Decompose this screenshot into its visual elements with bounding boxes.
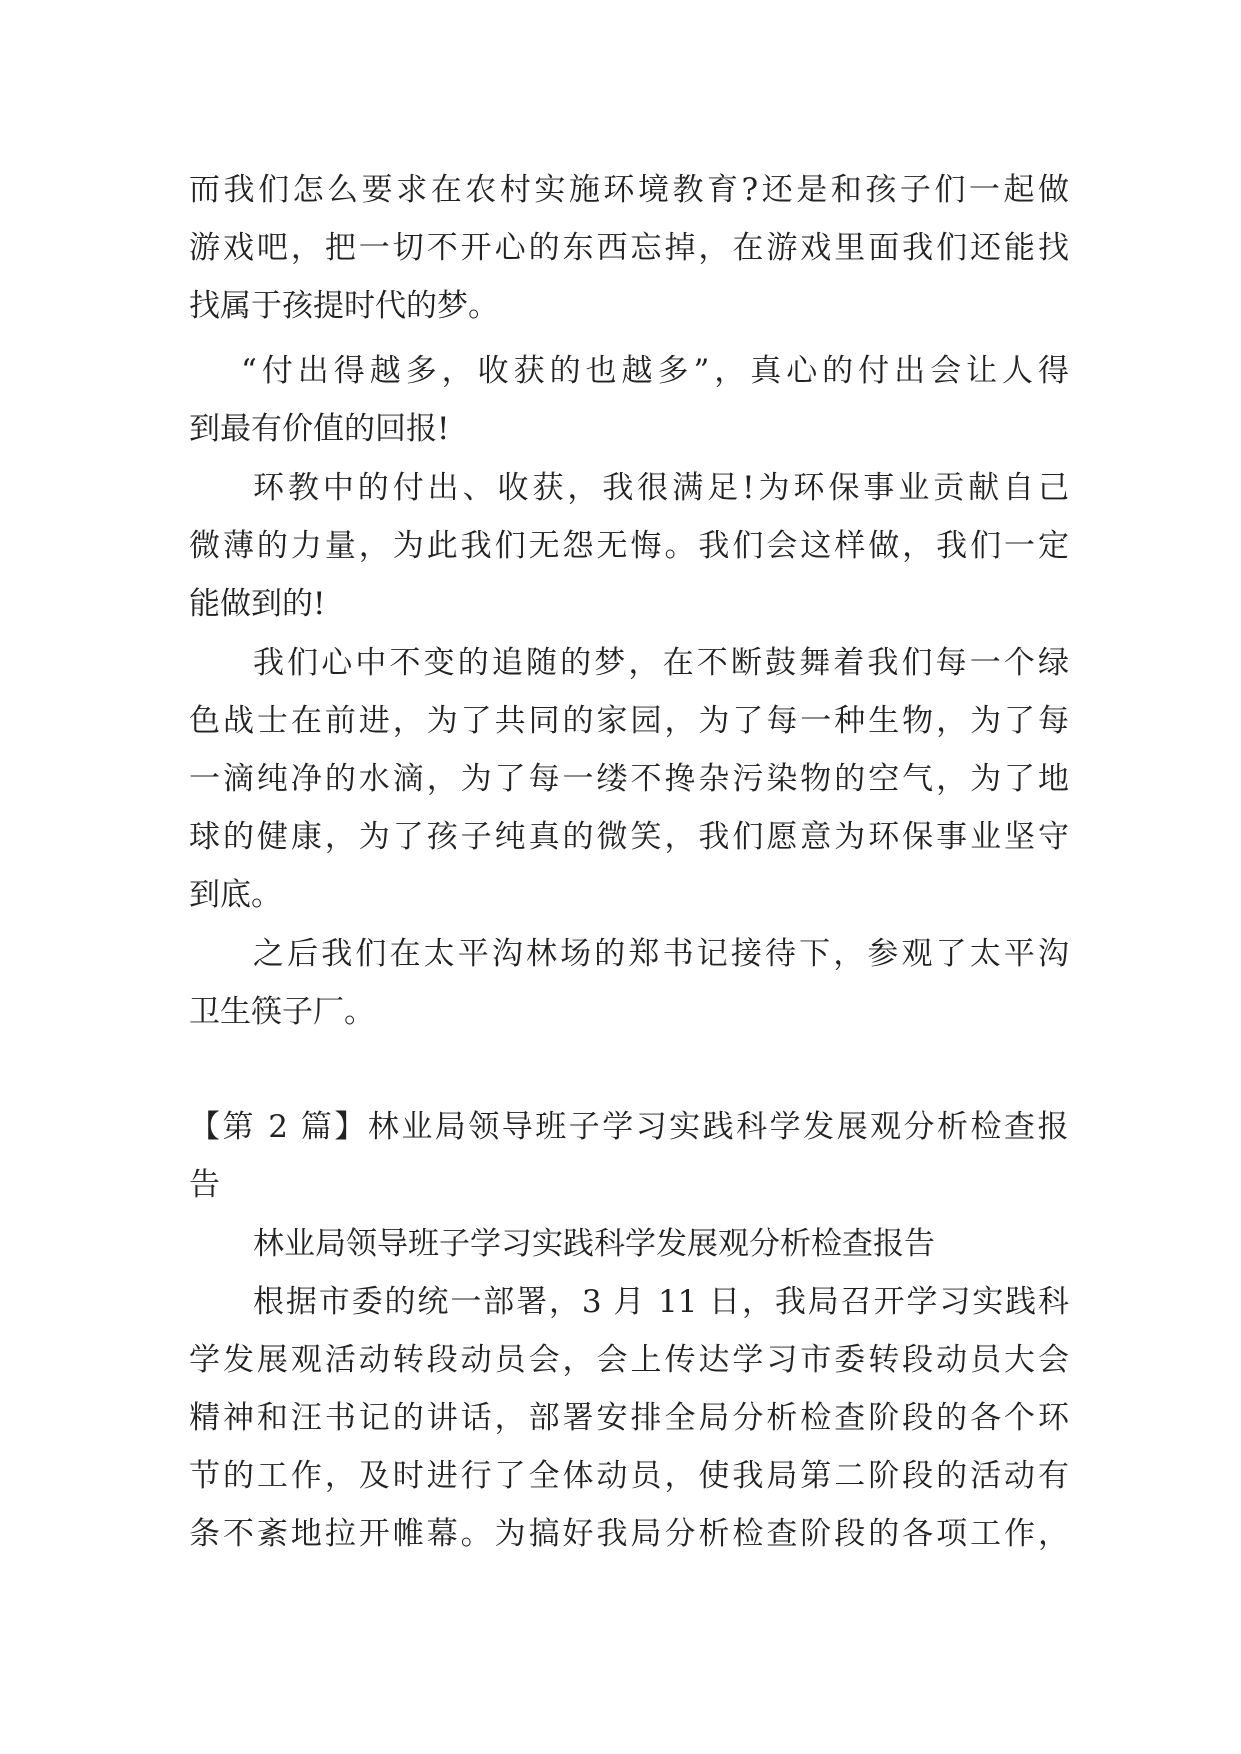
paragraph-line: 根据市委的统一部署，3 月 11 日，我局召开学习实践科 <box>253 1284 1069 1320</box>
paragraph-line: 环教中的付出、收获，我很满足!为环保事业贡献自己 <box>253 470 1069 506</box>
paragraph-line: 能做到的! <box>189 586 326 622</box>
paragraph-line: “付出得越多，收获的也越多”，真心的付出会让人得 <box>241 353 1069 389</box>
paragraph-line: 学发展观活动转段动员会，会上传达学习市委转段动员大会 <box>189 1342 1069 1378</box>
paragraph-line: 游戏吧，把一切不开心的东西忘掉，在游戏里面我们还能找 <box>189 230 1069 266</box>
section-heading: 告 <box>189 1167 221 1203</box>
section-heading: 【第 2 篇】林业局领导班子学习实践科学发展观分析检查报 <box>189 1109 1069 1145</box>
paragraph-line: 条不紊地拉开帷幕。为搞好我局分析检查阶段的各项工作， <box>189 1516 1069 1552</box>
paragraph-line: 节的工作，及时进行了全体动员，使我局第二阶段的活动有 <box>189 1458 1069 1494</box>
paragraph-line: 精神和汪书记的讲话，部署安排全局分析检查阶段的各个环 <box>189 1400 1069 1436</box>
document-title: 林业局领导班子学习实践科学发展观分析检查报告 <box>253 1226 935 1262</box>
paragraph-line: 球的健康，为了孩子纯真的微笑，我们愿意为环保事业坚守 <box>189 819 1069 855</box>
paragraph-line: 而我们怎么要求在农村实施环境教育?还是和孩子们一起做 <box>189 172 1069 208</box>
paragraph-line: 卫生筷子厂。 <box>189 994 375 1030</box>
paragraph-line: 到最有价值的回报! <box>189 411 450 447</box>
paragraph-line: 一滴纯净的水滴，为了每一缕不搀杂污染物的空气，为了地 <box>189 761 1069 797</box>
paragraph-line: 微薄的力量，为此我们无怨无悔。我们会这样做，我们一定 <box>189 528 1069 564</box>
paragraph-line: 到底。 <box>189 877 282 913</box>
paragraph-line: 之后我们在太平沟林场的郑书记接待下，参观了太平沟 <box>253 936 1069 972</box>
paragraph-line: 找属于孩提时代的梦。 <box>189 288 499 324</box>
paragraph-line: 色战士在前进，为了共同的家园，为了每一种生物，为了每 <box>189 703 1069 739</box>
paragraph-line: 我们心中不变的追随的梦，在不断鼓舞着我们每一个绿 <box>253 645 1069 681</box>
